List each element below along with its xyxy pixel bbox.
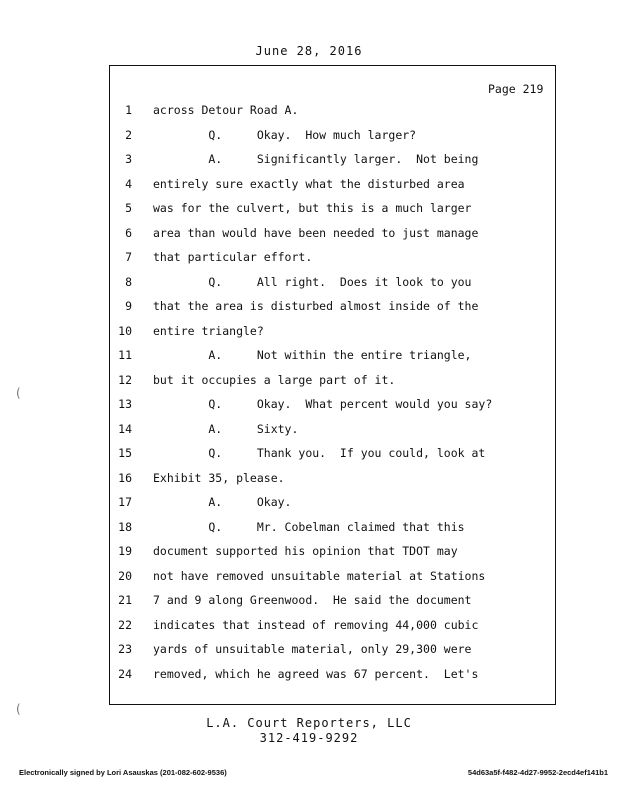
transcript-line [0, 443, 618, 463]
transcript-line [0, 125, 618, 145]
deposition-date: June 28, 2016 [255, 44, 363, 58]
line-number: 1 [125, 103, 132, 117]
document-id: 54d63a5f-f482-4d27-9952-2ecd4ef141b1 [467, 768, 608, 777]
line-text: Q. Mr. Cobelman claimed that this [153, 519, 465, 534]
line-number: 22 [118, 617, 132, 632]
line-text: yards of unsuitable material, only 29,300 were [153, 642, 472, 656]
line-text: A. Okay. [153, 495, 292, 509]
transcript-line [0, 394, 618, 414]
line-text: removed, which he agreed was 67 percent. Let's [153, 666, 479, 681]
line-text: A. Sixty. [153, 421, 299, 436]
transcript-line [0, 517, 618, 537]
line-number: 20 [118, 568, 132, 583]
court-reporter-phone: 312-419-9292 [259, 731, 359, 745]
line-number: 5 [125, 201, 132, 215]
line-text: document supported his opinion that TDOT may [153, 544, 458, 558]
transcript-line [0, 566, 618, 586]
line-text: was for the culvert, but this is a much larger [153, 201, 472, 215]
line-text: entire triangle? [153, 323, 264, 338]
line-number: 7 [125, 250, 132, 264]
line-number: 11 [118, 348, 132, 362]
transcript-line [0, 247, 618, 267]
transcript-line [0, 100, 618, 120]
transcript-line [0, 492, 618, 512]
line-number: 21 [118, 593, 132, 607]
line-number: 3 [125, 152, 132, 166]
line-text: A. Not within the entire triangle, [153, 348, 472, 362]
line-text: across Detour Road A. [153, 103, 299, 117]
line-text: entirely sure exactly what the disturbed area [153, 176, 465, 191]
line-text: that particular effort. [153, 250, 313, 264]
transcript-line [0, 296, 618, 316]
line-text: area than would have been needed to just manage [153, 225, 479, 240]
line-number: 2 [125, 127, 132, 142]
transcript-line [0, 468, 618, 488]
transcript-line [0, 590, 618, 610]
line-number: 17 [118, 495, 132, 509]
line-number: 14 [118, 421, 132, 436]
line-text: Q. Okay. How much larger? [153, 127, 417, 142]
line-text: not have removed unsuitable material at Stations [153, 568, 486, 583]
transcript-line [0, 639, 618, 659]
transcript-line [0, 345, 618, 365]
transcript-line [0, 174, 618, 194]
line-text: A. Significantly larger. Not being [153, 152, 479, 166]
line-number: 10 [118, 323, 132, 338]
line-number: 13 [118, 397, 132, 411]
line-text: indicates that instead of removing 44,000 cubic [153, 617, 479, 632]
line-number: 24 [118, 666, 132, 681]
line-number: 16 [118, 470, 132, 485]
transcript-line [0, 321, 618, 341]
line-text: but it occupies a large part of it. [153, 372, 396, 387]
line-number: 6 [125, 225, 132, 240]
line-number: 23 [118, 642, 132, 656]
transcript-line [0, 419, 618, 439]
transcript-line [0, 541, 618, 561]
line-number: 4 [125, 176, 132, 191]
margin-mark: ( [16, 386, 21, 400]
line-text: Exhibit 35, please. [153, 470, 285, 485]
transcript-line [0, 615, 618, 635]
transcript-line [0, 149, 618, 169]
line-text: that the area is disturbed almost inside of the [153, 299, 479, 313]
line-text: Q. All right. Does it look to you [153, 274, 472, 289]
electronic-signature-note: Electronically signed by Lori Asauskas (201-082-602-9536) [19, 768, 227, 777]
line-number: 19 [118, 544, 132, 558]
transcript-line [0, 272, 618, 292]
line-number: 18 [118, 519, 132, 534]
margin-mark: ( [16, 702, 21, 716]
court-reporter-name: L.A. Court Reporters, LLC [206, 716, 412, 730]
transcript-line [0, 223, 618, 243]
page-number: Page 219 [488, 82, 544, 96]
transcript-line [0, 370, 618, 390]
line-number: 9 [125, 299, 132, 313]
transcript-line [0, 664, 618, 684]
line-text: 7 and 9 along Greenwood. He said the document [153, 593, 472, 607]
line-text: Q. Okay. What percent would you say? [153, 397, 493, 411]
line-number: 15 [118, 446, 132, 460]
line-number: 12 [118, 372, 132, 387]
line-text: Q. Thank you. If you could, look at [153, 446, 486, 460]
transcript-line [0, 198, 618, 218]
line-number: 8 [125, 274, 132, 289]
